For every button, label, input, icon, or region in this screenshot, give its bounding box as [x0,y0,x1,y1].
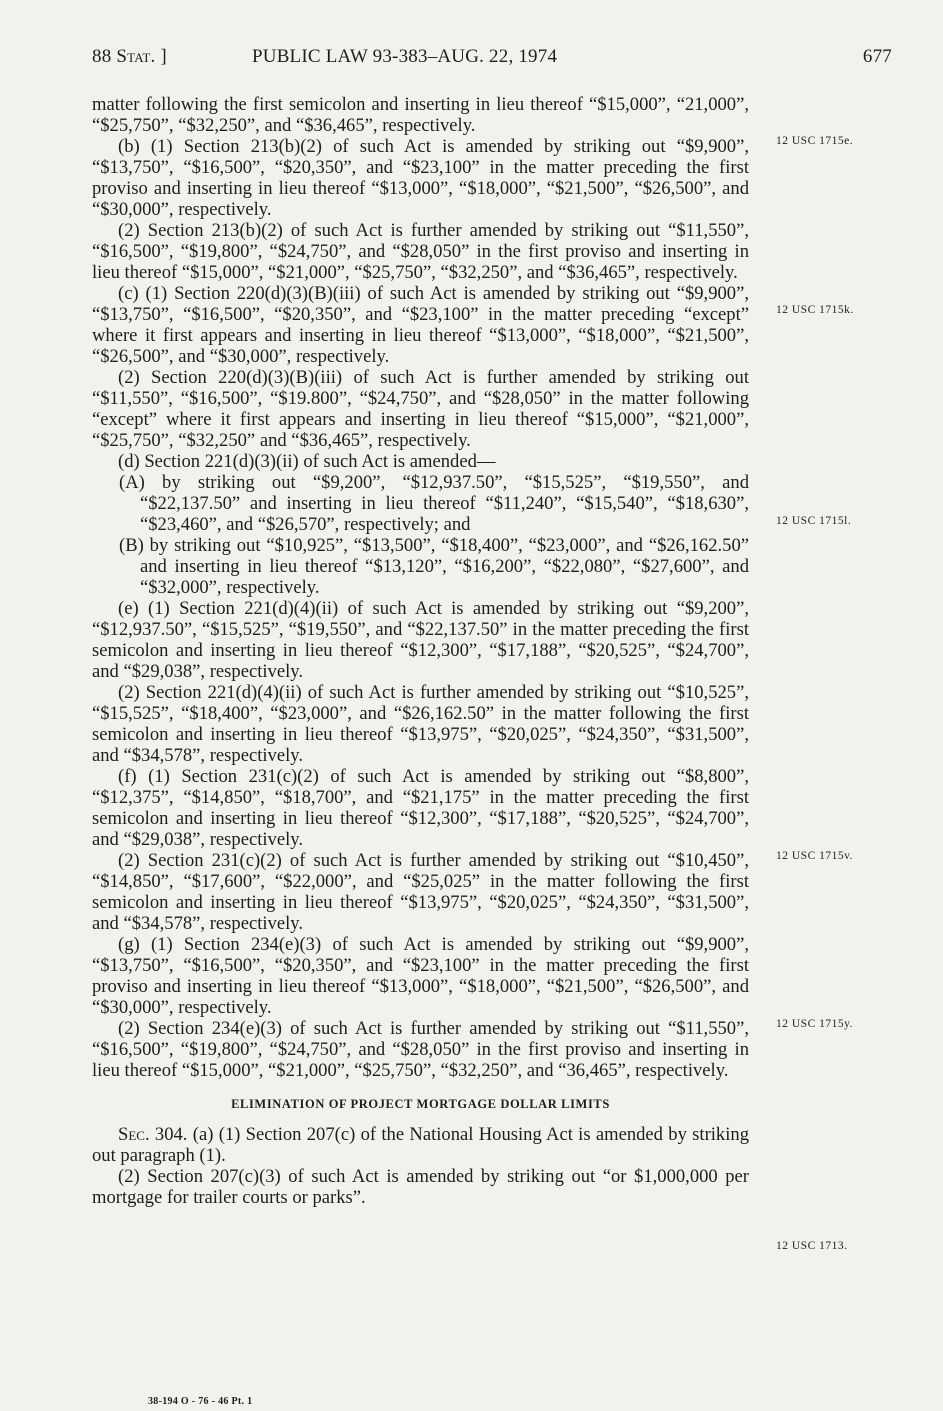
page-header [92,46,892,78]
paragraph: (c) (1) Section 220(d)(3)(B)(iii) of such Act is amended by striking out “$9,900”, “$13,750”, “$16,500”, “$20,350”, and “$23,100” in the matter preceding “except” where it first appears and inserting in lieu thereof “$13,000”, “$18,000”, “$21,500”, “$26,500”, and “$30,000”, respectively. [92,283,749,367]
paragraph: (2) Section 231(c)(2) of such Act is further amended by striking out “$10,450”, “$14,850”, “$17,600”, “$22,000”, and “$25,025” in the matter following the first semicolon and inserting in lieu thereof “$13,975”, “$20,025”, “$24,350”, “$31,500”, and “$34,578”, respectively. [92,850,749,934]
page-title: PUBLIC LAW 93-383–AUG. 22, 1974 [252,46,558,67]
paragraph: (f) (1) Section 231(c)(2) of such Act is amended by striking out “$8,800”, “$12,375”, “$14,850”, “$18,700”, and “$21,175” in the matter preceding the first semicolon and inserting in lieu thereof “$12,300”, “$17,188”, “$20,525”, “$24,700”, and “$29,038”, respectively. [92,766,749,850]
margin-citation: 12 USC 1715v. [776,850,853,862]
print-code-footer: 38-194 O - 76 - 46 Pt. 1 [148,1396,253,1407]
paragraph: (2) Section 234(e)(3) of such Act is further amended by striking out “$11,550”, “$16,500”, “$19,800”, “$24,750”, and “$28,050” in the first proviso and inserting in lieu thereof “$15,000”, “$21,000”, “$25,750”, “$32,250”, and “36,465”, respectively. [92,1018,749,1081]
document-body [92,94,749,1208]
paragraph: (b) (1) Section 213(b)(2) of such Act is amended by striking out “$9,900”, “$13,750”, “$16,500”, “$20,350”, and “$23,100” in the matter preceding the first proviso and inserting in lieu thereof “$13,000”, “$18,000”, “$21,500”, “$26,500”, and “$30,000”, respectively. [92,136,749,220]
paragraph: (d) Section 221(d)(3)(ii) of such Act is amended— [118,451,496,472]
page-number: 677 [862,46,892,67]
section-text: (a) (1) Section 207(c) of the National Housing Act is amended by striking out paragraph (1). [92,1124,749,1166]
paragraph: (2) Section 220(d)(3)(B)(iii) of such Act is further amended by striking out “$11,550”, “$16,500”, “$19.800”, “$24,750”, and “$28,050” in the matter following “except” where it first appears and inserting in lieu thereof “$15,000”, “$21,000”, “$25,750”, “$32,250” and “$36,465”, respectively. [92,367,749,451]
section-heading: ELIMINATION OF PROJECT MORTGAGE DOLLAR LIMITS [231,1097,610,1111]
margin-citation: 12 USC 1715e. [776,135,854,147]
margin-citation: 12 USC 1713. [776,1240,848,1252]
paragraph [92,1124,749,1166]
statute-reference: 88 Stat. ] [92,46,167,67]
section-label: Sec. 304. [118,1124,188,1145]
paragraph: (g) (1) Section 234(e)(3) of such Act is amended by striking out “$9,900”, “$13,750”, “$16,500”, “$20,350”, and “$23,100” in the matter preceding the first proviso and inserting in lieu thereof “$13,000”, “$18,000”, “$21,500”, “$26,500”, and “$30,000”, respectively. [92,934,749,1018]
paragraph: (e) (1) Section 221(d)(4)(ii) of such Act is amended by striking out “$9,200”, “$12,937.50”, “$15,525”, “$19,550”, and “$22,137.50” in the matter preceding the first semicolon and inserting in lieu thereof “$12,300”, “$17,188”, “$20,525”, “$24,700”, and “$29,038”, respectively. [92,598,749,682]
paragraph: matter following the first semicolon and inserting in lieu thereof “$15,000”, “21,000”, “$25,750”, “$32,250”, and “$36,465”, respectively. [92,94,749,136]
margin-citation: 12 USC 1715y. [776,1018,853,1030]
paragraph: (2) Section 207(c)(3) of such Act is amended by striking out “or $1,000,000 per mortgage for trailer courts or parks”. [92,1166,749,1208]
margin-citation: 12 USC 1715k. [776,304,854,316]
margin-citation: 12 USC 1715l. [776,515,852,527]
paragraph: (B) by striking out “$10,925”, “$13,500”, “$18,400”, “$23,000”, and “$26,162.50” and inserting in lieu thereof “$13,120”, “$16,200”, “$22,080”, “$27,600”, and “$32,000”, respectively. [119,535,749,598]
paragraph: (A) by striking out “$9,200”, “$12,937.50”, “$15,525”, “$19,550”, and “$22,137.50” and inserting in lieu thereof “$11,240”, “$15,540”, “$18,630”, “$23,460”, and “$26,570”, respectively; and [119,472,749,535]
paragraph: (2) Section 213(b)(2) of such Act is further amended by striking out “$11,550”, “$16,500”, “$19,800”, “$24,750”, and “$28,050” in the first proviso and inserting in lieu thereof “$15,000”, “$21,000”, “$25,750”, “$32,250”, and “$36,465”, respectively. [92,220,749,283]
paragraph: (2) Section 221(d)(4)(ii) of such Act is further amended by striking out “$10,525”, “$15,525”, “$18,400”, “$23,000”, and “$26,162.50” in the matter following the first semicolon and inserting in lieu thereof “$13,975”, “$20,025”, “$24,350”, “$31,500”, and “$34,578”, respectively. [92,682,749,766]
